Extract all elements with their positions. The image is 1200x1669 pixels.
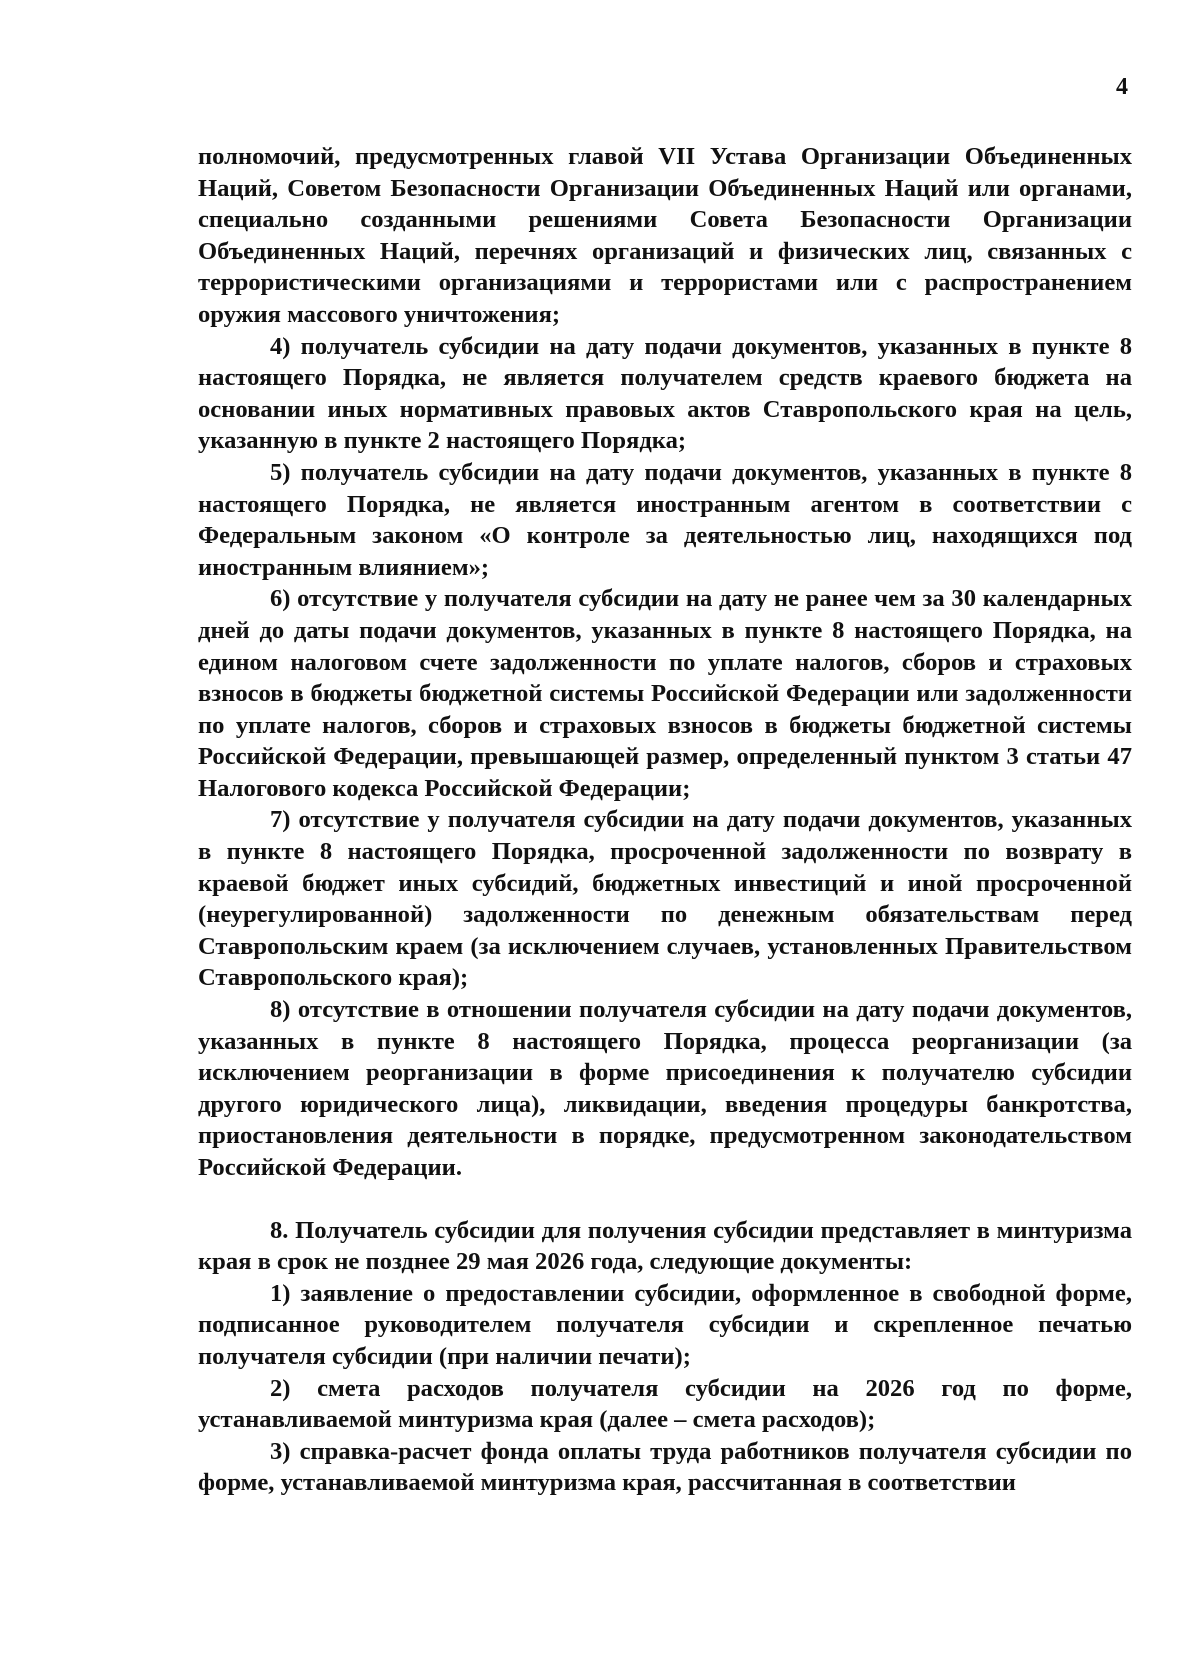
paragraph-item-8: 8) отсутствие в отношении получателя субсидии на дату подачи документов, указанных в пункте 8 настоящего Порядка, процесса реорганизации (за исключением реорганизации в форме присоединения к получателю субсидии другого юридического лица), ликвидации, введения процедуры банкротства, приостановления деятельности в порядке, предусмотренном законодательством Российской Федерации. bbox=[198, 996, 1132, 1181]
paragraph-doc-3: 3) справка-расчет фонда оплаты труда работников получателя субсидии по форме, устанавливаемой минтуризма края, рассчитанная в соответствии bbox=[198, 1437, 1132, 1497]
paragraph-item-7: 7) отсутствие у получателя субсидии на дату подачи документов, указанных в пункте 8 настоящего Порядка, просроченной задолженности по возврату в краевой бюджет иных субсидий, бюджетных инвестиций и иной просроченной (неурегулированной) задолженности по денежным обязательствам перед Ставропольским краем (за исключением случаев, установленных Правительством Ставропольского края); bbox=[198, 806, 1132, 992]
paragraph-item-6: 6) отсутствие у получателя субсидии на дату не ранее чем за 30 календарных дней до даты подачи документов, указанных в пункте 8 настоящего Порядка, на едином налоговом счете задолженности по уплате налогов, сборов и страховых взносов в бюджеты бюджетной системы Российской Федерации или задолженности по уплате налогов, сборов и страховых взносов в бюджеты бюджетной системы Российской Федерации, превышающей размер, определенный пунктом 3 статьи 47 Налогового кодекса Российской Федерации; bbox=[198, 585, 1132, 802]
page-number: 4 bbox=[1116, 74, 1128, 100]
paragraph-item-5: 5) получатель субсидии на дату подачи документов, указанных в пункте 8 настоящего Порядка, не является иностранным агентом в соответствии с Федеральным законом «О контроле за деятельностью лиц, находящихся под иностранным влиянием»; bbox=[198, 458, 1132, 581]
paragraph-doc-2: 2) смета расходов получателя субсидии на 2026 год по форме, устанавливаемой минтуризма края (далее – смета расходов); bbox=[198, 1374, 1132, 1434]
document-body bbox=[198, 141, 1132, 1499]
paragraph-continuation: полномочий, предусмотренных главой VII Устава Организации Объединенных Наций, Советом Безопасности Организации Объединенных Наций или органами, специально созданными решениями Совета Безопасности Организации Объединенных Наций, перечнях организаций и физических лиц, связанных с террористическими организациями и террористами или с распространением оружия массового уничтожения; bbox=[198, 143, 1132, 328]
paragraph-doc-1: 1) заявление о предоставлении субсидии, оформленное в свободной форме, подписанное руководителем получателя субсидии и скрепленное печатью получателя субсидии (при наличии печати); bbox=[198, 1279, 1132, 1370]
paragraph-section-8: 8. Получатель субсидии для получения субсидии представляет в минтуризма края в срок не позднее 29 мая 2026 года, следующие документы: bbox=[198, 1216, 1132, 1276]
paragraph-item-4: 4) получатель субсидии на дату подачи документов, указанных в пункте 8 настоящего Порядка, не является получателем средств краевого бюджета на основании иных нормативных правовых актов Ставропольского края на цель, указанную в пункте 2 настоящего Порядка; bbox=[198, 332, 1132, 455]
